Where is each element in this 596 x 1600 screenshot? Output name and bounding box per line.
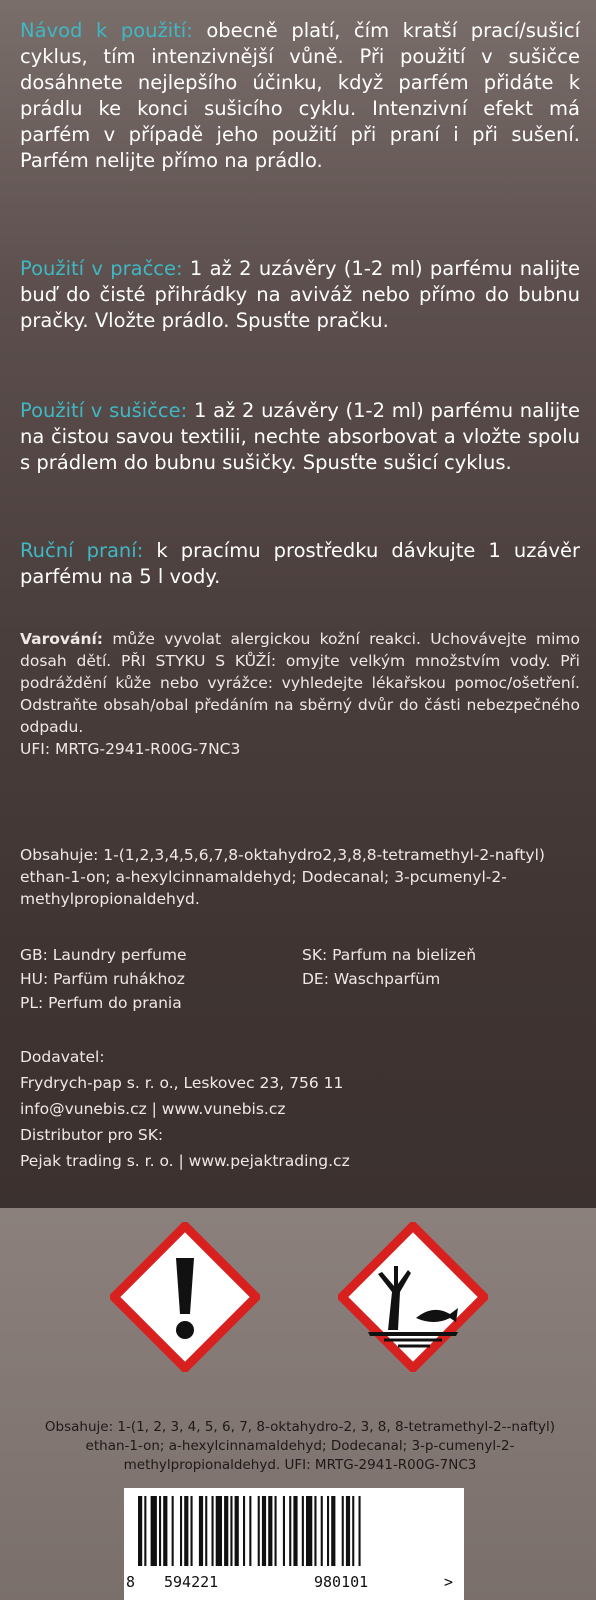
barcode-bar	[205, 1496, 207, 1566]
supplier-label: Dodavatel:	[20, 1048, 105, 1066]
barcode-bar	[151, 1496, 157, 1566]
lang-sk: SK: Parfum na bielizeň	[302, 946, 477, 964]
warning-text: může vyvolat alergickou kožní reakci. Uchovávejte mimo dosah dětí. PŘI STYKU S KŮŽÍ: omyjte velkým množstvím vody. Při podráždění kůže nebo vyrážce: vyhledejte lékařskou pomoc/ošetření. Odstraňte obsah/obal předáním na sběrný dvůr do části nebezpečného odpadu.	[20, 630, 580, 736]
instructions-text: obecně platí, čím kratší prací/sušicí cyklus, tím intenzivnější vůně. Při použití v sušičce dosáhnete nejlepšího účinku, když parfém přidáte k prádlu ke konci sušicího cyklu. Intenzivní efekt má parfém v případě jeho použití při praní i při sušení. Parfém nelijte přímo na prádlo.	[20, 19, 580, 172]
barcode-bar	[262, 1496, 266, 1566]
supplier-contact: info@vunebis.cz | www.vunebis.cz	[20, 1100, 286, 1118]
barcode-bar	[199, 1496, 203, 1566]
washer-paragraph	[20, 256, 580, 334]
barcode-bar	[180, 1496, 182, 1566]
contains-paragraph: Obsahuje: 1-(1,2,3,4,5,6,7,8-oktahydro2,3,8,8-tetramethyl-2-naftyl) ethan-1-on; a-hexylcinnamaldehyd; Dodecanal; 3-pcumenyl-2-methylpropionaldehyd.	[20, 846, 545, 908]
barcode-bar	[216, 1496, 222, 1566]
dryer-paragraph	[20, 398, 580, 476]
barcode-bar	[258, 1496, 260, 1566]
barcode-bar	[235, 1496, 239, 1566]
barcode-bar	[138, 1496, 142, 1566]
lang-gb: GB: Laundry perfume	[20, 946, 187, 964]
barcode-right-digits: 980101	[314, 1573, 369, 1591]
barcode-bar	[289, 1496, 291, 1566]
barcode-bar	[172, 1496, 174, 1566]
instructions-heading: Návod k použití:	[20, 19, 193, 42]
distributor-info: Pejak trading s. r. o. | www.pejaktrading.cz	[20, 1152, 350, 1170]
dryer-heading: Použití v sušičce:	[20, 399, 188, 422]
barcode-bar	[184, 1496, 188, 1566]
barcode	[124, 1488, 464, 1600]
barcode-bar	[302, 1496, 304, 1566]
barcode-bar	[212, 1496, 214, 1566]
distributor-label: Distributor pro SK:	[20, 1126, 164, 1144]
barcode-first-digit: 8	[126, 1573, 136, 1591]
washer-heading: Použití v pračce:	[20, 257, 183, 280]
barcode-end-marker: >	[444, 1573, 454, 1591]
barcode-bar	[144, 1496, 146, 1566]
barcode-bar	[243, 1496, 245, 1566]
barcode-bars	[138, 1496, 450, 1566]
barcode-bar	[331, 1496, 335, 1566]
barcode-bar	[163, 1496, 167, 1566]
lang-hu: HU: Parfüm ruhákhoz	[20, 970, 185, 988]
exclamation-mark-icon	[110, 1222, 260, 1372]
barcode-bar	[346, 1496, 350, 1566]
handwash-paragraph	[20, 538, 580, 590]
warning-paragraph	[20, 628, 580, 760]
barcode-bar	[306, 1496, 312, 1566]
handwash-text: k pracímu prostředku dávkujte 1 uzávěr parfému na 5 l vody.	[20, 539, 581, 588]
barcode-bar	[224, 1496, 228, 1566]
barcode-bar	[249, 1496, 251, 1566]
barcode-bar	[191, 1496, 193, 1566]
barcode-bar	[359, 1496, 361, 1566]
barcode-bar	[352, 1496, 354, 1566]
warning-heading: Varování:	[20, 630, 104, 648]
barcode-bar	[283, 1496, 285, 1566]
washer-text: 1 až 2 uzávěry (1-2 ml) parfému nalijte buď do čisté přihrádky na aviváž nebo přímo do bubnu pračky. Vložte prádlo. Spusťte pračku.	[20, 257, 580, 332]
lang-de: DE: Waschparfüm	[302, 970, 441, 988]
lang-pl: PL: Perfum do prania	[20, 994, 182, 1012]
barcode-bar	[159, 1496, 161, 1566]
barcode-bar	[230, 1496, 232, 1566]
barcode-bar	[275, 1496, 277, 1566]
supplier-address: Frydrych-pap s. r. o., Leskovec 23, 756 11	[20, 1074, 344, 1092]
dryer-text: 1 až 2 uzávěry (1-2 ml) parfému nalijte na čistou savou textilii, nechte absorbovat a vložte spolu s prádlem do bubnu sušičky. Spusťte sušicí cyklus.	[20, 399, 580, 474]
instructions-paragraph	[20, 18, 580, 174]
bottom-ingredients: Obsahuje: 1-(1, 2, 3, 4, 5, 6, 7, 8-oktahydro-2, 3, 8, 8-tetramethyl-2--naftyl) ethan-1-on; a-hexylcinnamaldehyd; Dodecanal; 3-p-cumenyl-2-methylpropionaldehyd. UFI: MRTG-2941-R00G-7NC3	[44, 1419, 556, 1473]
barcode-bar	[268, 1496, 272, 1566]
barcode-bar	[293, 1496, 297, 1566]
barcode-bar	[327, 1496, 329, 1566]
barcode-bar	[314, 1496, 316, 1566]
environment-hazard-icon	[338, 1222, 488, 1372]
ufi-code: UFI: MRTG-2941-R00G-7NC3	[20, 740, 241, 758]
barcode-bar	[342, 1496, 344, 1566]
handwash-heading: Ruční praní:	[20, 539, 144, 562]
barcode-left-digits: 594221	[164, 1573, 219, 1591]
barcode-bar	[321, 1496, 323, 1566]
